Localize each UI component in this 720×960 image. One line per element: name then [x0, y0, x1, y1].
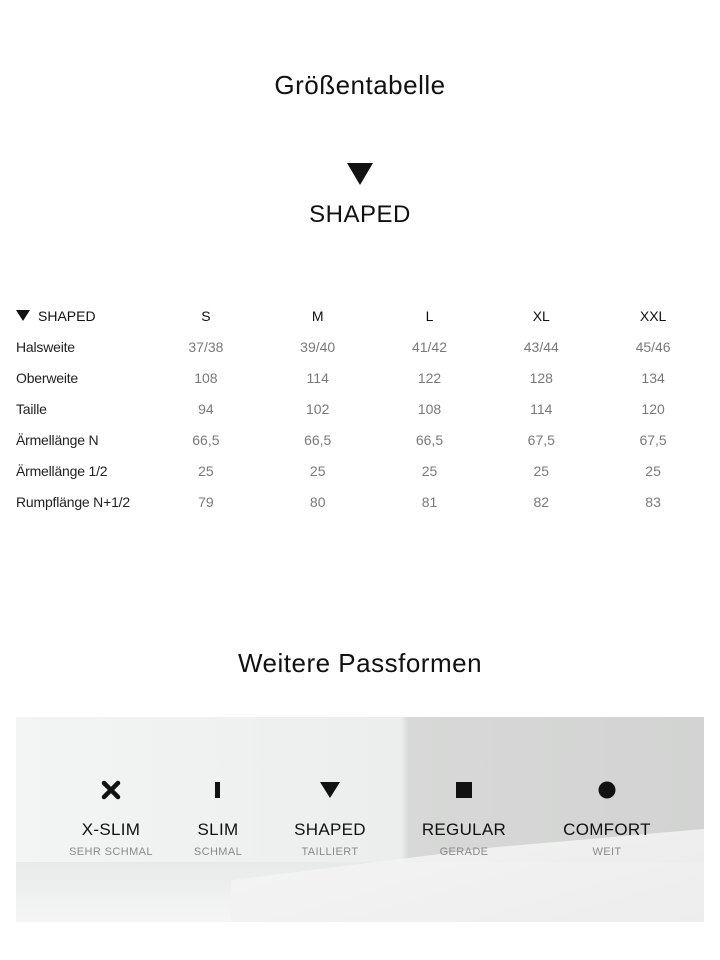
table-row [16, 424, 709, 455]
size-header: XXL [639, 307, 667, 324]
bar-icon [214, 780, 222, 800]
table-row [16, 362, 709, 393]
fit-option-slim[interactable] [153, 777, 283, 858]
size-header: L [425, 307, 434, 324]
table-cell: 120 [641, 400, 665, 417]
table-cell: 80 [309, 493, 326, 510]
fit-option-shaped[interactable] [265, 777, 395, 858]
row-label: Halsweite [16, 338, 75, 355]
fit-name: SLIM [197, 820, 239, 839]
fit-description: WEIT [592, 846, 622, 858]
table-cell: 37/38 [188, 338, 224, 355]
table-cell: 67,5 [639, 431, 667, 448]
triangle-icon [16, 310, 30, 321]
table-cell: 128 [529, 369, 553, 386]
size-header: S [201, 307, 211, 324]
fit-description: GERADE [439, 846, 489, 858]
fit-description: SEHR SCHMAL [69, 846, 153, 858]
table-row [16, 486, 709, 517]
square-icon [454, 780, 474, 800]
fit-option-regular[interactable] [399, 777, 529, 858]
table-cell: 67,5 [527, 431, 555, 448]
size-table [16, 300, 709, 517]
fit-option-comfort[interactable] [542, 777, 672, 858]
more-fits-title: Weitere Passformen [237, 648, 483, 678]
table-cell: 25 [421, 462, 438, 479]
fit-name: X-SLIM [81, 820, 141, 839]
table-cell: 25 [198, 462, 214, 479]
table-cell: 25 [645, 462, 661, 479]
fit-name: REGULAR [421, 820, 507, 839]
table-header-label [16, 300, 150, 331]
cross-icon [101, 780, 121, 800]
row-label: Taille [16, 400, 47, 417]
fit-name: SHAPED [294, 820, 366, 839]
row-label: Rumpflänge N+1/2 [16, 493, 130, 510]
table-cell: 108 [194, 369, 218, 386]
table-row [16, 331, 709, 362]
header-fit-label: SHAPED [38, 307, 96, 324]
size-header: XL [532, 307, 550, 324]
fit-name: COMFORT [563, 820, 651, 839]
page-title: Größentabelle [274, 70, 446, 100]
table-row [16, 455, 709, 486]
row-label: Ärmellänge 1/2 [16, 462, 108, 479]
triangle-icon [319, 781, 341, 799]
table-cell: 114 [306, 369, 329, 386]
table-cell: 108 [417, 400, 442, 417]
table-cell: 66,5 [415, 431, 444, 448]
more-fits-panel [16, 717, 704, 922]
table-cell: 122 [417, 369, 442, 386]
down-triangle-icon [347, 163, 373, 185]
fit-name: SHAPED [309, 201, 411, 228]
row-label: Oberweite [16, 369, 79, 386]
table-cell: 66,5 [192, 431, 220, 448]
fit-description: SCHMAL [193, 846, 243, 858]
table-cell: 66,5 [304, 431, 332, 448]
table-cell: 45/46 [635, 338, 671, 355]
table-cell: 41/42 [411, 338, 448, 355]
circle-icon [597, 780, 617, 800]
table-cell: 82 [533, 493, 550, 510]
table-cell: 102 [306, 400, 330, 417]
size-table-header [16, 300, 709, 331]
table-cell: 79 [198, 493, 214, 510]
table-cell: 39/40 [300, 338, 336, 355]
table-cell: 25 [309, 462, 326, 479]
table-cell: 134 [641, 369, 665, 386]
table-cell: 25 [533, 462, 550, 479]
table-row [16, 393, 709, 424]
row-label: Ärmellänge N [16, 431, 99, 448]
table-cell: 81 [421, 493, 438, 510]
size-header: M [311, 307, 324, 324]
table-cell: 114 [530, 400, 553, 417]
table-cell: 94 [198, 400, 214, 417]
table-cell: 43/44 [523, 338, 559, 355]
table-cell: 83 [645, 493, 661, 510]
fit-description: TAILLIERT [301, 846, 359, 858]
